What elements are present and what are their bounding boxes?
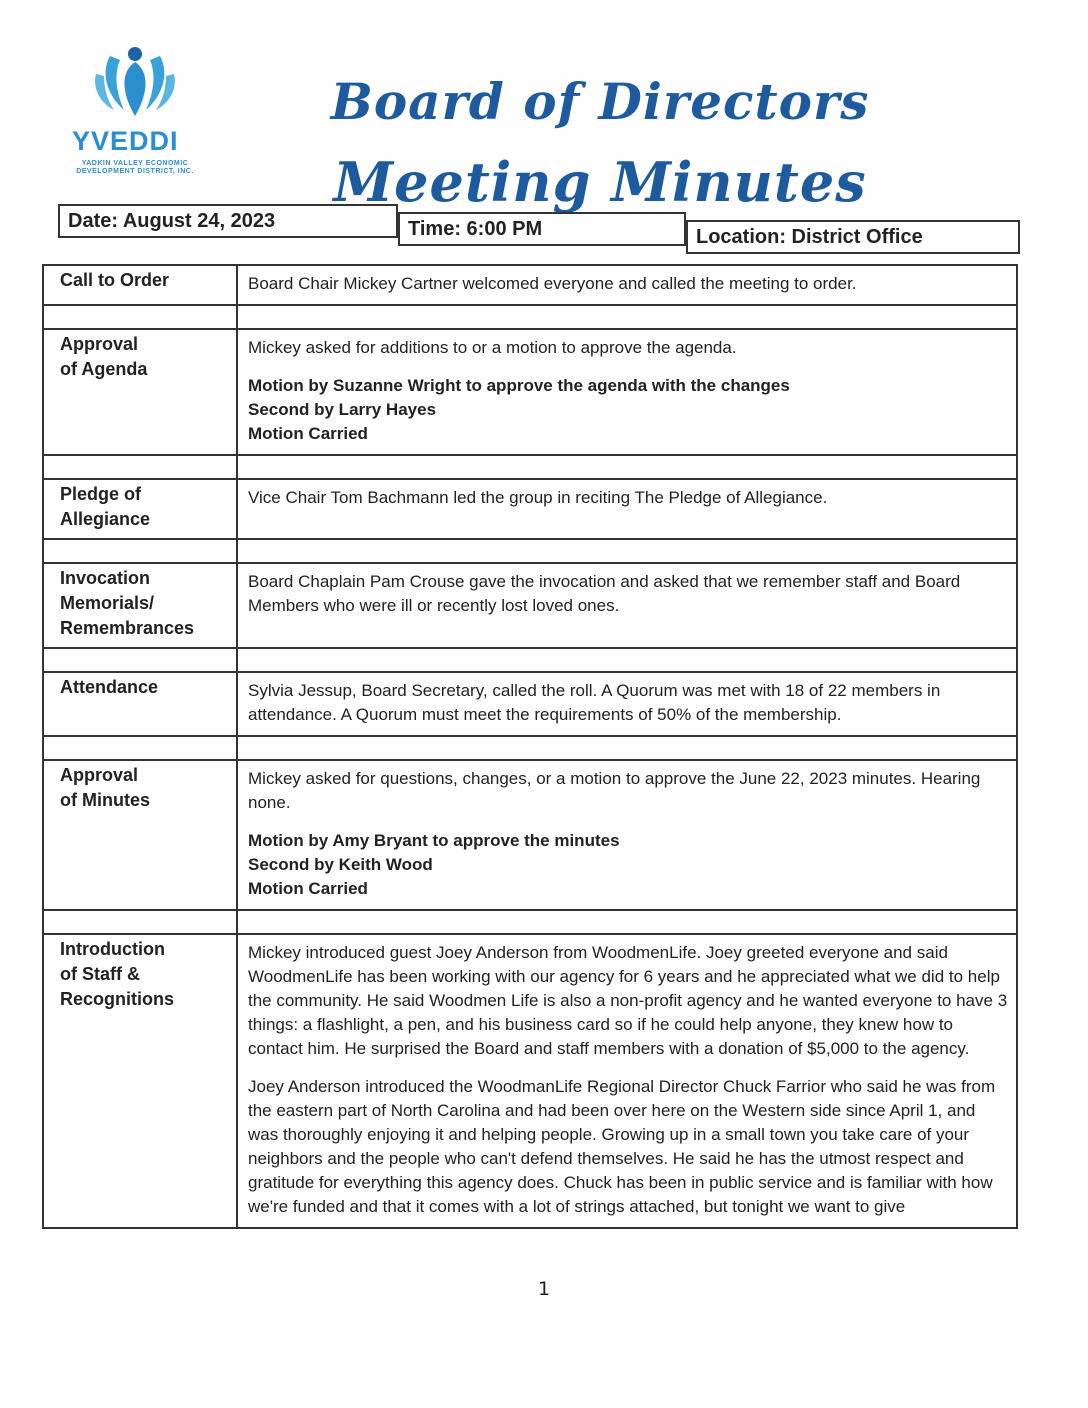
section-body [238,564,1016,647]
figures-logo-icon [90,44,180,124]
section-body [238,480,1016,538]
section-paragraph: Vice Chair Tom Bachmann led the group in reciting The Pledge of Allegiance. [248,488,828,507]
section-paragraph: Board Chair Mickey Cartner welcomed everyone and called the meeting to order. [248,274,857,293]
page-number: 1 [537,1278,551,1300]
motion-line: Motion by Amy Bryant to approve the minutes [248,831,620,850]
section-body [238,761,1016,909]
section-row [42,759,1018,909]
meeting-location: Location: District Office [686,220,1020,254]
motion-second: Second by Larry Hayes [248,400,437,419]
logo-subtitle: YADKIN VALLEY ECONOMIC DEVELOPMENT DISTRICT, INC. [76,160,194,175]
motion-line: Motion by Suzanne Wright to approve the agenda with the changes [248,376,790,395]
section-body [238,673,1016,735]
section-paragraph: Sylvia Jessup, Board Secretary, called the roll. A Quorum was met with 18 of 22 members in attendance. A Quorum must meet the requirements of 50% of the membership. [248,681,941,724]
yveddi-logo [60,44,210,184]
section-label: Call to Order [44,266,238,304]
logo-name: YVEDDI [72,126,179,156]
minutes-table [42,264,1018,1229]
section-row [42,264,1018,304]
section-paragraph: Mickey introduced guest Joey Anderson from WoodmenLife. Joey greeted everyone and said WoodmenLife has been working with our agency for 6 years and he appreciated what we did to help the community. He said Woodmen Life is also a non-profit agency and he wanted everyone to have 3 things: a flashlight, a pen, and his business card so if he could help anyone, they knew how to contact him. He surprised the Board and staff members with a donation of $5,000 to the agency. [248,943,1008,1058]
meeting-time: Time: 6:00 PM [398,212,686,246]
section-row [42,671,1018,735]
section-paragraph: Mickey asked for additions to or a motion to approve the agenda. [248,338,737,357]
section-label: Approval of Agenda [44,330,238,454]
meeting-date: Date: August 24, 2023 [58,204,398,238]
section-body [238,935,1016,1227]
section-row [42,478,1018,538]
section-row [42,328,1018,454]
document-subtitle: Meeting Minutes [333,150,867,214]
section-label: Attendance [44,673,238,735]
spacer-row [42,538,1018,562]
motion-second: Second by Keith Wood [248,855,433,874]
section-paragraph: Joey Anderson introduced the WoodmanLife Regional Director Chuck Farrior who said he was from the eastern part of North Carolina and had been over here on the Western side since April 1, and was thoroughly enjoying it and helping people. Growing up in a small town you take care of your neighbors and the people who can't defend themselves. He said he has the utmost respect and gratitude for everything this agency does. Chuck has been in public service and is familiar with how we're funded and that it comes with a lot of strings attached, but tonight we want to give [248,1077,996,1216]
section-label: Introduction of Staff & Recognitions [44,935,238,1227]
spacer-row [42,909,1018,933]
spacer-row [42,454,1018,478]
section-body [238,266,1016,304]
motion-result: Motion Carried [248,424,368,443]
meeting-header [58,204,1020,252]
section-body [238,330,1016,454]
section-paragraph: Board Chaplain Pam Crouse gave the invocation and asked that we remember staff and Board Members who were ill or recently lost loved ones. [248,572,961,615]
section-label: Invocation Memorials/ Remembrances [44,564,238,647]
spacer-row [42,735,1018,759]
section-paragraph: Mickey asked for questions, changes, or a motion to approve the June 22, 2023 minutes. Hearing none. [248,769,981,812]
section-row [42,562,1018,647]
section-label: Approval of Minutes [44,761,238,909]
section-label: Pledge of Allegiance [44,480,238,538]
document-title: Board of Directors [330,72,870,131]
section-row [42,933,1018,1229]
spacer-row [42,304,1018,328]
spacer-row [42,647,1018,671]
motion-result: Motion Carried [248,879,368,898]
